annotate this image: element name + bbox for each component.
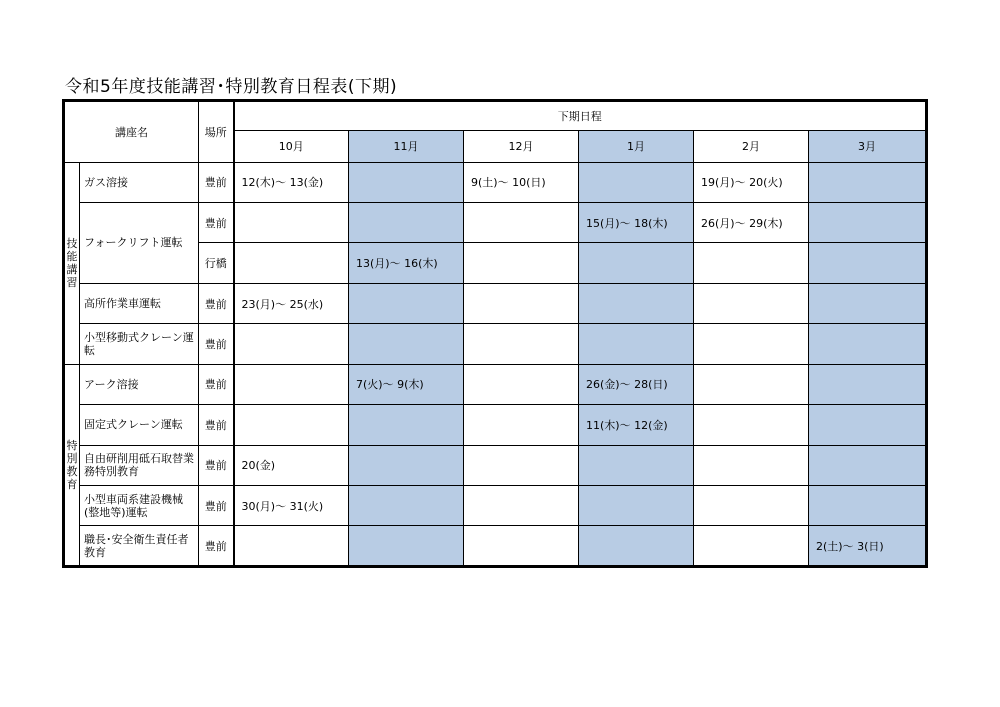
- date-cell: 7(火)～ 9(木): [349, 364, 464, 404]
- date-cell: [809, 486, 927, 526]
- table-row: [64, 526, 927, 567]
- course-name: アーク溶接: [80, 364, 199, 404]
- date-cell: [809, 203, 927, 243]
- place-cell: 豊前: [199, 486, 234, 526]
- date-cell: [579, 526, 694, 567]
- date-cell: [349, 283, 464, 323]
- table-row: [64, 324, 927, 364]
- date-cell: [694, 283, 809, 323]
- date-cell: 9(土)～ 10(日): [464, 162, 579, 202]
- date-cell: [694, 526, 809, 567]
- date-cell: [349, 203, 464, 243]
- date-cell: [234, 405, 349, 445]
- date-cell: [464, 486, 579, 526]
- table-row: [64, 283, 927, 323]
- date-cell: [579, 486, 694, 526]
- date-cell: [234, 203, 349, 243]
- date-cell: [809, 324, 927, 364]
- group-label-skill: 技能講習: [64, 162, 80, 364]
- month-header: 12月: [464, 131, 579, 162]
- course-name: 固定式クレーン運転: [80, 405, 199, 445]
- schedule-table: [62, 99, 928, 568]
- date-cell: [349, 162, 464, 202]
- month-header: 3月: [809, 131, 927, 162]
- date-cell: [694, 364, 809, 404]
- place-cell: 豊前: [199, 283, 234, 323]
- date-cell: [464, 203, 579, 243]
- date-cell: [694, 405, 809, 445]
- date-cell: [694, 486, 809, 526]
- date-cell: [694, 445, 809, 485]
- date-cell: [809, 162, 927, 202]
- date-cell: [464, 324, 579, 364]
- date-cell: [349, 324, 464, 364]
- date-cell: [349, 486, 464, 526]
- month-header: 10月: [234, 131, 349, 162]
- month-header: 1月: [579, 131, 694, 162]
- course-name: フォークリフト運転: [80, 203, 199, 284]
- date-cell: [694, 324, 809, 364]
- course-name: 自由研削用砥石取替業務特別教育: [80, 445, 199, 485]
- page-title: 令和5年度技能講習･特別教育日程表(下期): [65, 77, 398, 97]
- date-cell: [234, 243, 349, 283]
- date-cell: [349, 445, 464, 485]
- place-cell: 豊前: [199, 445, 234, 485]
- date-cell: 26(月)～ 29(木): [694, 203, 809, 243]
- date-cell: [809, 243, 927, 283]
- date-cell: 26(金)～ 28(日): [579, 364, 694, 404]
- date-cell: [464, 243, 579, 283]
- date-cell: [349, 526, 464, 567]
- date-cell: [809, 405, 927, 445]
- date-cell: [464, 526, 579, 567]
- header-course-name: 講座名: [64, 101, 199, 163]
- place-cell: 豊前: [199, 405, 234, 445]
- date-cell: 30(月)～ 31(火): [234, 486, 349, 526]
- date-cell: [579, 162, 694, 202]
- date-cell: [464, 445, 579, 485]
- place-cell: 豊前: [199, 364, 234, 404]
- course-name: 高所作業車運転: [80, 283, 199, 323]
- date-cell: 11(木)～ 12(金): [579, 405, 694, 445]
- group-label-special: 特別教育: [64, 364, 80, 566]
- table-row: [64, 405, 927, 445]
- place-cell: 豊前: [199, 526, 234, 567]
- date-cell: [809, 445, 927, 485]
- date-cell: 15(月)～ 18(木): [579, 203, 694, 243]
- date-cell: 2(土)～ 3(日): [809, 526, 927, 567]
- course-name: 職長･安全衛生責任者教育: [80, 526, 199, 567]
- date-cell: [809, 364, 927, 404]
- course-name: 小型車両系建設機械(整地等)運転: [80, 486, 199, 526]
- date-cell: 12(木)～ 13(金): [234, 162, 349, 202]
- date-cell: 23(月)～ 25(水): [234, 283, 349, 323]
- course-name: ガス溶接: [80, 162, 199, 202]
- date-cell: [464, 283, 579, 323]
- date-cell: [579, 283, 694, 323]
- date-cell: [694, 243, 809, 283]
- date-cell: [809, 283, 927, 323]
- header-place: 場所: [199, 101, 234, 163]
- date-cell: [234, 324, 349, 364]
- date-cell: 20(金): [234, 445, 349, 485]
- table-row: [64, 445, 927, 485]
- month-header: 2月: [694, 131, 809, 162]
- date-cell: [579, 243, 694, 283]
- place-cell: 行橋: [199, 243, 234, 283]
- date-cell: [464, 364, 579, 404]
- date-cell: [234, 526, 349, 567]
- date-cell: 19(月)～ 20(火): [694, 162, 809, 202]
- header-schedule: 下期日程: [234, 101, 927, 131]
- date-cell: [579, 324, 694, 364]
- table-row: [64, 203, 927, 243]
- month-header: 11月: [349, 131, 464, 162]
- course-name: 小型移動式クレーン運転: [80, 324, 199, 364]
- table-row: [64, 162, 927, 202]
- date-cell: [579, 445, 694, 485]
- table-row: [64, 364, 927, 404]
- date-cell: [234, 364, 349, 404]
- date-cell: [349, 405, 464, 445]
- place-cell: 豊前: [199, 203, 234, 243]
- place-cell: 豊前: [199, 324, 234, 364]
- date-cell: [464, 405, 579, 445]
- table-row: [64, 486, 927, 526]
- date-cell: 13(月)～ 16(木): [349, 243, 464, 283]
- place-cell: 豊前: [199, 162, 234, 202]
